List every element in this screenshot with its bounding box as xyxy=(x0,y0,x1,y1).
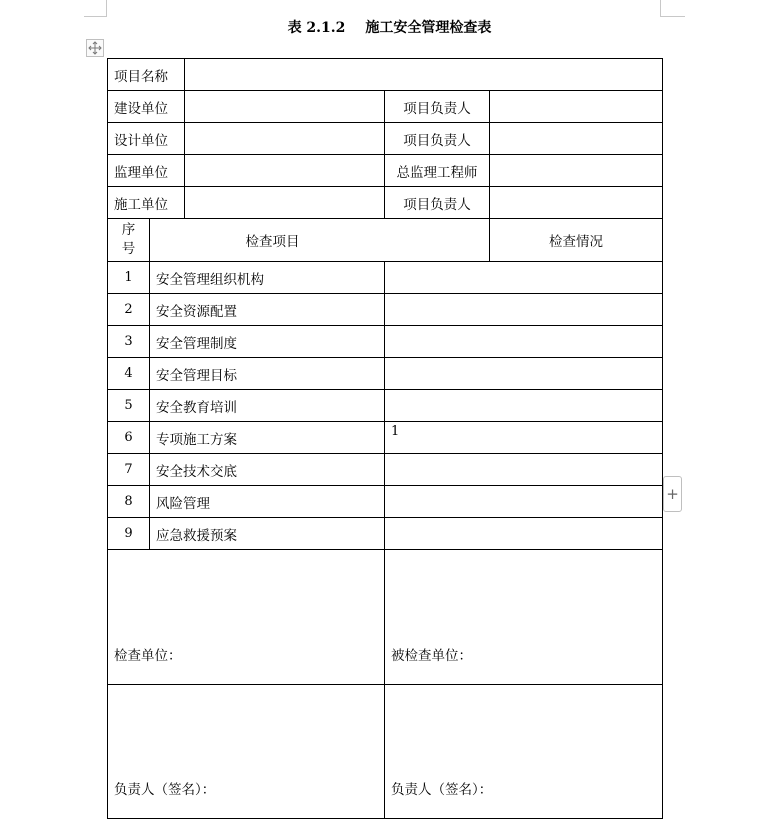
builder-manager-label: 项目负责人 xyxy=(385,187,490,219)
column-header-row xyxy=(108,219,663,262)
inspected-unit-cell[interactable]: 被检查单位： xyxy=(385,550,663,685)
table-move-handle[interactable] xyxy=(86,39,104,57)
supervision-unit-value[interactable] xyxy=(185,155,385,187)
item-name: 风险管理 xyxy=(150,486,385,518)
seq-column-header: 序号 xyxy=(108,219,150,262)
design-manager-label: 项目负责人 xyxy=(385,123,490,155)
item-status[interactable] xyxy=(385,518,663,550)
design-unit-label: 设计单位 xyxy=(108,123,185,155)
add-column-button[interactable] xyxy=(663,476,682,512)
signature-right-cell[interactable]: 负责人（签名）： xyxy=(385,685,663,819)
item-number: 9 xyxy=(108,518,150,550)
item-name: 安全管理目标 xyxy=(150,358,385,390)
item-status[interactable] xyxy=(385,358,663,390)
project-name-label: 项目名称 xyxy=(108,59,185,91)
item-status[interactable]: 1 xyxy=(385,422,663,454)
item-number: 1 xyxy=(108,262,150,294)
design-unit-value[interactable] xyxy=(185,123,385,155)
item-column-header: 检查项目 xyxy=(150,219,490,262)
inspecting-unit-cell[interactable]: 检查单位： xyxy=(108,550,385,685)
plus-icon: + xyxy=(666,484,679,503)
status-column-header: 检查情况 xyxy=(490,219,663,262)
row-builder-unit xyxy=(108,187,663,219)
table-row xyxy=(108,518,663,550)
table-row xyxy=(108,262,663,294)
row-design-unit xyxy=(108,123,663,155)
table-row xyxy=(108,358,663,390)
design-manager-value[interactable] xyxy=(490,123,663,155)
table-title xyxy=(0,17,779,37)
unit-sign-row xyxy=(108,550,663,685)
signature-left-cell[interactable]: 负责人（签名）： xyxy=(108,685,385,819)
item-number: 7 xyxy=(108,454,150,486)
builder-unit-value[interactable] xyxy=(185,187,385,219)
builder-unit-label: 施工单位 xyxy=(108,187,185,219)
item-name: 安全技术交底 xyxy=(150,454,385,486)
item-status[interactable] xyxy=(385,326,663,358)
item-number: 6 xyxy=(108,422,150,454)
item-number: 3 xyxy=(108,326,150,358)
item-name: 安全教育培训 xyxy=(150,390,385,422)
item-status[interactable] xyxy=(385,262,663,294)
item-name: 应急救援预案 xyxy=(150,518,385,550)
table-row xyxy=(108,422,663,454)
table-title-text: 施工安全管理检查表 xyxy=(365,20,492,36)
safety-check-table-body xyxy=(107,58,663,819)
page-corner-mark-right xyxy=(660,0,685,17)
item-name: 安全管理制度 xyxy=(150,326,385,358)
table-row xyxy=(108,486,663,518)
item-name: 安全资源配置 xyxy=(150,294,385,326)
item-status[interactable] xyxy=(385,390,663,422)
construction-unit-value[interactable] xyxy=(185,91,385,123)
table-row xyxy=(108,454,663,486)
item-status[interactable] xyxy=(385,486,663,518)
item-status[interactable] xyxy=(385,454,663,486)
table-number: 表 2.1.2 xyxy=(287,20,346,36)
chief-supervisor-value[interactable] xyxy=(490,155,663,187)
project-manager-label: 项目负责人 xyxy=(385,91,490,123)
item-number: 8 xyxy=(108,486,150,518)
item-name: 安全管理组织机构 xyxy=(150,262,385,294)
item-name: 专项施工方案 xyxy=(150,422,385,454)
move-arrows-icon xyxy=(88,41,102,55)
table-row xyxy=(108,294,663,326)
item-status[interactable] xyxy=(385,294,663,326)
table-row xyxy=(108,326,663,358)
project-manager-value[interactable] xyxy=(490,91,663,123)
row-project-name xyxy=(108,59,663,91)
chief-supervisor-label: 总监理工程师 xyxy=(385,155,490,187)
project-name-value[interactable] xyxy=(185,59,663,91)
table-row xyxy=(108,390,663,422)
builder-manager-value[interactable] xyxy=(490,187,663,219)
row-construction-unit xyxy=(108,91,663,123)
supervision-unit-label: 监理单位 xyxy=(108,155,185,187)
row-supervision-unit xyxy=(108,155,663,187)
construction-unit-label: 建设单位 xyxy=(108,91,185,123)
signature-row xyxy=(108,685,663,819)
item-number: 4 xyxy=(108,358,150,390)
page-corner-mark-left xyxy=(84,0,107,17)
item-number: 2 xyxy=(108,294,150,326)
item-number: 5 xyxy=(108,390,150,422)
